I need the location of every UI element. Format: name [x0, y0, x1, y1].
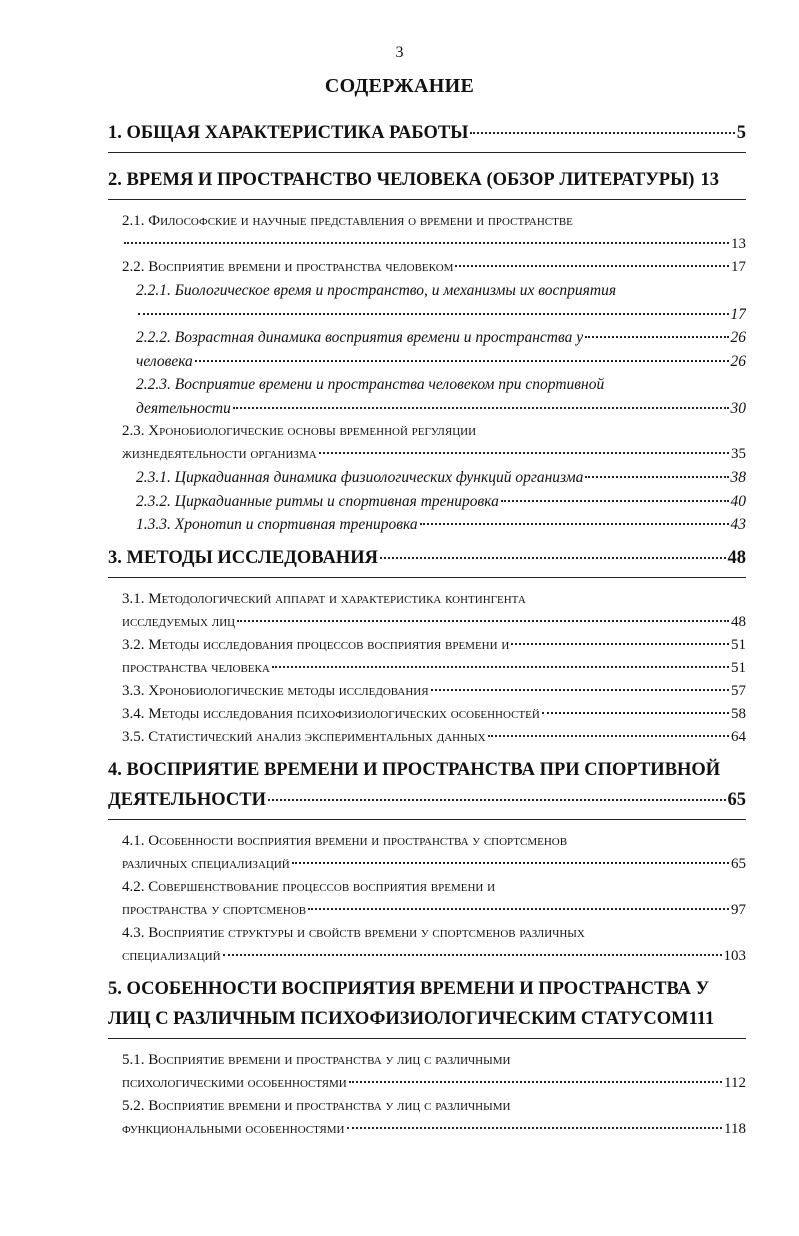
toc-section-4-2[interactable]: [108, 876, 746, 922]
toc-text: 2.1. Философские и научные представления о времени и пространстве: [122, 213, 573, 229]
toc-section-3-1[interactable]: [108, 588, 746, 634]
toc-section-4[interactable]: [108, 755, 746, 820]
dot-leader: [501, 500, 729, 502]
toc-text: ДЕЯТЕЛЬНОСТИ: [108, 789, 266, 810]
toc-text: пространства человека: [122, 659, 270, 676]
toc-text: ЛИЦ С РАЗЛИЧНЫМ ПСИХОФИЗИОЛОГИЧЕСКИМ СТАТУСОМ111: [108, 1008, 715, 1029]
dot-leader: [272, 666, 729, 668]
toc-section-2-3[interactable]: [108, 420, 746, 466]
toc-page: 51: [731, 659, 746, 676]
toc-text: пространства у спортсменов: [122, 901, 307, 918]
dot-leader: [585, 476, 728, 478]
toc-text: исследуемых лиц: [122, 613, 236, 630]
toc-page: 5: [736, 123, 746, 143]
toc-text: 3.3. Хронобиологические методы исследования: [122, 682, 429, 699]
toc-page: 30: [730, 399, 746, 417]
toc-section-1[interactable]: [108, 118, 746, 153]
toc-page: 118: [724, 1120, 746, 1137]
toc-section-2-2-3[interactable]: [108, 373, 746, 420]
toc-text: 4.2. Совершенствование процессов восприятия времени и: [122, 878, 496, 895]
dot-leader: [124, 242, 729, 244]
toc-text: 4.1. Особенности восприятия времени и пространства у спортсменов: [122, 832, 568, 849]
toc-text: деятельности: [136, 399, 231, 417]
toc-page: 64: [731, 728, 746, 745]
toc-page: 51: [731, 636, 746, 653]
dot-leader: [319, 452, 729, 454]
toc-text: 5.1. Восприятие времени и пространства у лиц с различными: [122, 1051, 511, 1068]
dot-leader: [542, 712, 729, 714]
table-of-contents: [108, 118, 746, 1141]
toc-section-3-4[interactable]: [108, 703, 746, 726]
toc-text: 3.2. Методы исследования процессов восприятия времени и: [122, 636, 510, 653]
toc-page: 65: [727, 789, 746, 810]
toc-text: 4. ВОСПРИЯТИЕ ВРЕМЕНИ И ПРОСТРАНСТВА ПРИ СПОРТИВНОЙ: [108, 759, 721, 780]
toc-page: 97: [731, 901, 746, 918]
toc-page: 112: [724, 1074, 746, 1091]
toc-text: жизнедеятельности организма: [122, 446, 317, 462]
toc-page: 38: [730, 469, 746, 486]
dot-leader: [455, 265, 729, 267]
toc-text: 2.3.1. Циркадианная динамика физиологических функций организма: [136, 469, 584, 486]
toc-section-2-2-2[interactable]: [108, 326, 746, 373]
toc-page: 17: [731, 259, 746, 275]
toc-text: 2.2.3. Восприятие времени и пространства человеком при спортивной: [136, 376, 605, 393]
toc-text: 2.3. Хронобиологические основы временной регуляции: [122, 423, 477, 439]
toc-text: 4.3. Восприятие структуры и свойств времени у спортсменов различных: [122, 924, 585, 941]
toc-text: 2. ВРЕМЯ И ПРОСТРАНСТВО ЧЕЛОВЕКА (ОБЗОР ЛИТЕРАТУРЫ): [108, 170, 695, 190]
toc-section-2-3-2[interactable]: [108, 490, 746, 514]
toc-text: 3.1. Методологический аппарат и характеристика контингента: [122, 590, 526, 607]
dot-leader: [380, 557, 726, 559]
page-title: СОДЕРЖАНИЕ: [324, 75, 475, 97]
toc-text: 1. ОБЩАЯ ХАРАКТЕРИСТИКА РАБОТЫ: [108, 123, 469, 143]
toc-section-3[interactable]: [108, 543, 746, 578]
toc-page: 48: [731, 613, 746, 630]
toc-page: 57: [731, 682, 746, 699]
toc-text: человека: [136, 352, 193, 370]
dot-leader: [585, 336, 728, 338]
toc-page: 103: [723, 947, 746, 964]
toc-page: 65: [731, 855, 746, 872]
toc-text: 3.4. Методы исследования психофизиологических особенностей: [122, 705, 540, 722]
dot-leader: [195, 360, 729, 362]
dot-leader: [431, 689, 729, 691]
toc-text: 5.2. Восприятие времени и пространства у лиц с различными: [122, 1097, 511, 1114]
dot-leader: [223, 954, 722, 956]
dot-leader: [268, 799, 726, 801]
toc-page: 26: [730, 329, 746, 346]
toc-text: 2.3.2. Циркадианные ритмы и спортивная тренировка: [136, 492, 499, 510]
page-number: 3: [395, 44, 404, 61]
toc-page: 13: [700, 170, 719, 190]
toc-section-3-2[interactable]: [108, 634, 746, 680]
toc-text: различных специализаций: [122, 855, 290, 872]
toc-page: 58: [731, 705, 746, 722]
toc-page: 35: [731, 446, 746, 462]
dot-leader: [292, 862, 729, 864]
dot-leader: [420, 523, 729, 525]
toc-page: 40: [730, 492, 746, 510]
toc-text: 2.2.1. Биологическое время и пространство, и механизмы их восприятия: [136, 282, 617, 299]
dot-leader: [511, 643, 729, 645]
dot-leader: [237, 620, 729, 622]
toc-section-2-2[interactable]: [108, 256, 746, 279]
toc-text: 2.2.2. Возрастная динамика восприятия времени и пространства у: [136, 329, 584, 346]
toc-section-2-1[interactable]: [108, 210, 746, 256]
toc-page: 17: [730, 305, 746, 323]
toc-section-2-3-1[interactable]: [108, 466, 746, 490]
toc-section-4-3[interactable]: [108, 922, 746, 968]
toc-section-3-5[interactable]: [108, 726, 746, 749]
toc-section-1-3-3[interactable]: [108, 513, 746, 537]
toc-page: 48: [727, 547, 746, 568]
toc-section-2[interactable]: [108, 165, 746, 200]
dot-leader: [138, 313, 729, 315]
toc-page: 13: [731, 236, 746, 252]
dot-leader: [349, 1081, 722, 1083]
toc-text: психологическими особенностями: [122, 1074, 347, 1091]
toc-page: 26: [730, 352, 746, 370]
toc-section-5-1[interactable]: [108, 1049, 746, 1095]
toc-page: 43: [730, 516, 746, 533]
toc-text: 5. ОСОБЕННОСТИ ВОСПРИЯТИЯ ВРЕМЕНИ И ПРОСТРАНСТВА У: [108, 978, 710, 999]
toc-text: 3.5. Статистический анализ экспериментальных данных: [122, 728, 486, 745]
dot-leader: [470, 132, 734, 134]
toc-text: функциональными особенностями: [122, 1120, 345, 1137]
toc-text: 1.3.3. Хронотип и спортивная тренировка: [136, 516, 418, 533]
toc-section-3-3[interactable]: [108, 680, 746, 703]
toc-section-5-2[interactable]: [108, 1095, 746, 1141]
toc-text: 3. МЕТОДЫ ИССЛЕДОВАНИЯ: [108, 547, 378, 568]
toc-text: 2.2. Восприятие времени и пространства человеком: [122, 259, 454, 275]
dot-leader: [308, 908, 729, 910]
dot-leader: [233, 407, 729, 409]
toc-text: специализаций: [122, 947, 221, 964]
dot-leader: [347, 1127, 723, 1129]
toc-section-2-2-1[interactable]: [108, 279, 746, 326]
dot-leader: [488, 735, 729, 737]
toc-section-5[interactable]: [108, 974, 746, 1039]
toc-section-4-1[interactable]: [108, 830, 746, 876]
